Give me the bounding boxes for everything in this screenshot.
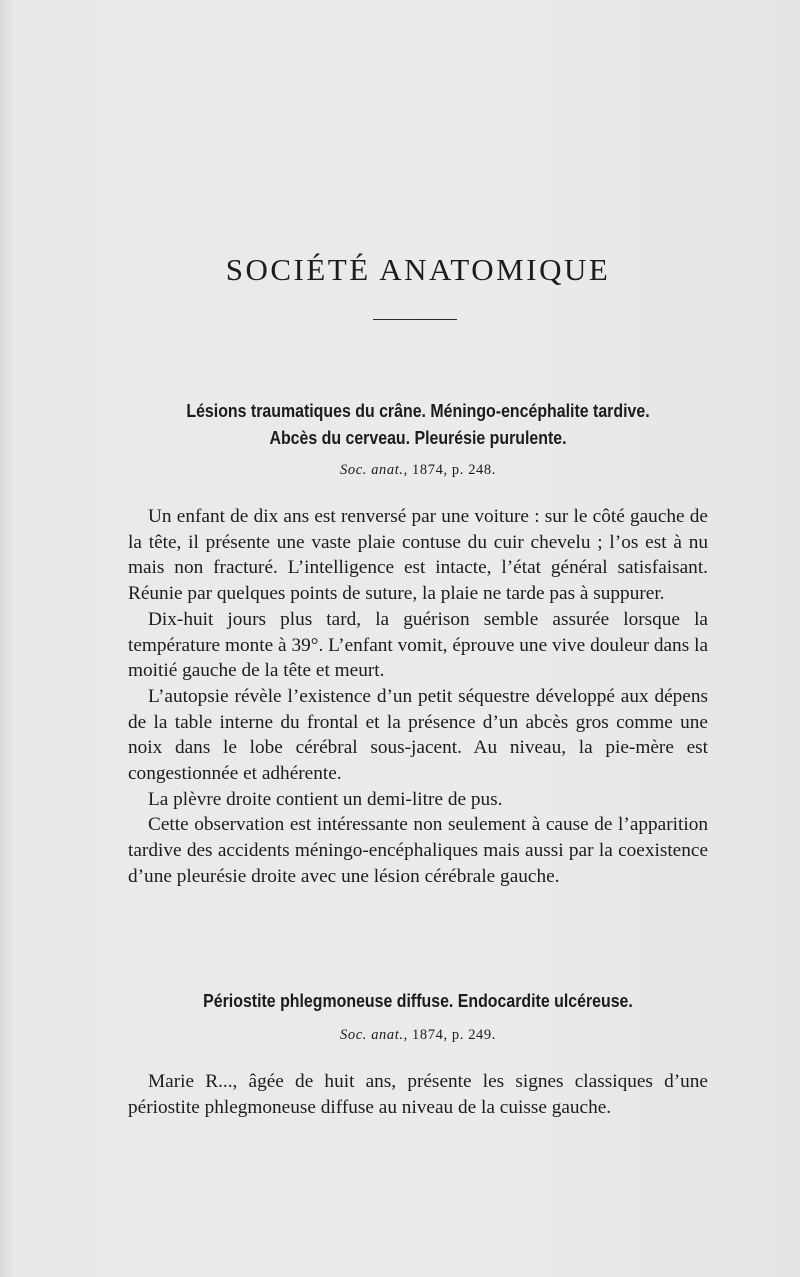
article2-heading: Périostite phlegmoneuse diffuse. Endocardite ulcéreuse. <box>203 990 633 1011</box>
article1-paragraph-5: Cette observation est intéressante non seulement à cause de l’apparition tardive des accidents méningo-encéphaliques mais aussi par la coexistence d’une pleurésie droite avec une lésion cérébrale gauche. <box>128 814 708 887</box>
title-divider <box>373 319 457 320</box>
article2-ref-journal: Soc. anat. <box>340 1027 404 1043</box>
article1-reference <box>0 462 800 479</box>
article2-reference <box>0 1027 800 1044</box>
article1-paragraph-1: Un enfant de dix ans est renversé par une voiture : sur le côté gauche de la tête, il présente une vaste plaie contuse du cuir chevelu ; l’os est à nu mais non fracturé. L’intelligence est intacte, l’état général satisfaisant. Réunie par quelques points de suture, la plaie ne tarde pas à suppurer. <box>128 506 708 605</box>
article1-ref-rest: , 1874, p. 248. <box>403 462 496 478</box>
article1-paragraph-3: L’autopsie révèle l’existence d’un petit séquestre développé aux dépens de la table interne du frontal et la présence d’un abcès gros comme une noix dans le lobe cérébral sous-jacent. Au niveau, la pie-mère est congestionnée et adhérente. <box>128 685 708 785</box>
article2-ref-rest: , 1874, p. 249. <box>403 1027 496 1043</box>
article1-paragraph-2: Dix-huit jours plus tard, la guérison semble assurée lorsque la température monte à 39°. L’enfant vomit, éprouve une vive douleur dans la moitié gauche de la tête et meurt. <box>128 608 708 682</box>
page-title: SOCIÉTÉ ANATOMIQUE <box>225 252 611 287</box>
article1-ref-journal: Soc. anat. <box>340 462 404 478</box>
article2-body <box>128 1069 708 1120</box>
article1-heading-line1: Lésions traumatiques du crâne. Méningo-encéphalite tardive. <box>186 400 650 421</box>
article1-heading-line2: Abcès du cerveau. Pleurésie purulente. <box>269 427 567 448</box>
article1-paragraph-4: La plèvre droite contient un demi-litre de pus. <box>148 788 503 810</box>
article1-body <box>128 504 708 890</box>
article2-paragraph-1: Marie R..., âgée de huit ans, présente les signes classiques d’une périostite phlegmoneuse diffuse au niveau de la cuisse gauche. <box>128 1071 708 1118</box>
